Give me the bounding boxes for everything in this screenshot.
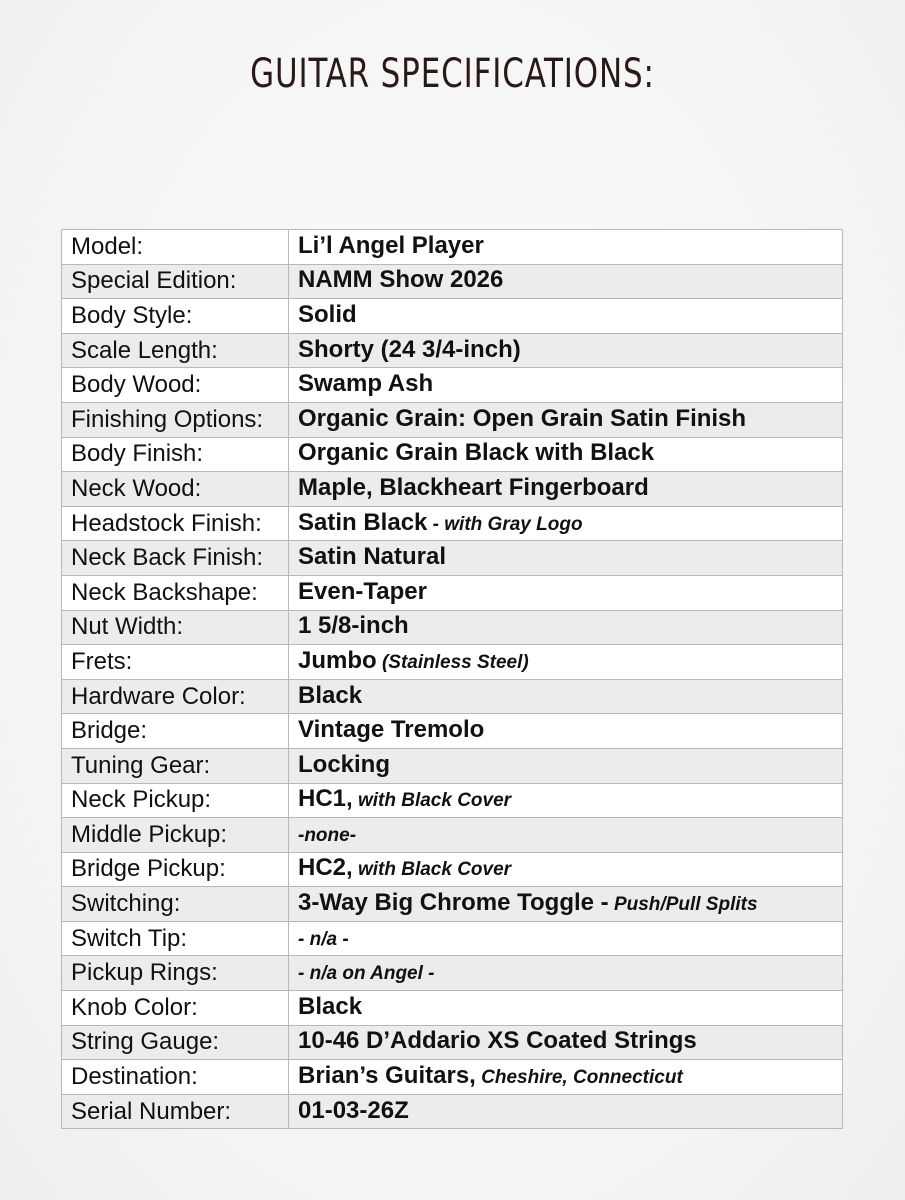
spec-label: Bridge: [62, 714, 289, 749]
spec-value-cell [289, 921, 843, 956]
spec-value: NAMM Show 2026 [298, 266, 504, 294]
spec-value-cell [289, 437, 843, 472]
spec-note: Cheshire, Connecticut [475, 1067, 683, 1089]
spec-label: Hardware Color: [62, 679, 289, 714]
spec-label: Neck Back Finish: [62, 541, 289, 576]
spec-row [62, 506, 843, 541]
spec-value: Even-Taper [298, 577, 427, 605]
spec-value-cell [289, 1094, 843, 1129]
spec-value-cell [289, 472, 843, 507]
spec-value: Organic Grain: Open Grain Satin Finish [298, 404, 747, 432]
spec-value-cell [289, 610, 843, 645]
spec-row [62, 1025, 843, 1060]
spec-value-cell [289, 368, 843, 403]
spec-value: Black [298, 992, 363, 1020]
spec-row [62, 437, 843, 472]
spec-value-cell [289, 1025, 843, 1060]
spec-note: - n/a - [298, 928, 349, 950]
spec-row [62, 887, 843, 922]
spec-value-cell [289, 1060, 843, 1095]
spec-value-cell [289, 645, 843, 680]
spec-row [62, 333, 843, 368]
spec-label: Nut Width: [62, 610, 289, 645]
spec-note: Push/Pull Splits [608, 894, 758, 916]
spec-row [62, 956, 843, 991]
spec-value-cell [289, 506, 843, 541]
spec-label: Neck Wood: [62, 472, 289, 507]
spec-value: 1 5/8-inch [298, 612, 409, 640]
spec-value-cell [289, 956, 843, 991]
spec-value: 01-03-26Z [298, 1096, 409, 1124]
spec-note: with Black Cover [352, 859, 512, 881]
spec-label: Switch Tip: [62, 921, 289, 956]
spec-label: Finishing Options: [62, 402, 289, 437]
spec-label: Model: [62, 230, 289, 265]
spec-value: Swamp Ash [298, 370, 434, 398]
spec-row [62, 299, 843, 334]
spec-label: Pickup Rings: [62, 956, 289, 991]
spec-value-cell [289, 299, 843, 334]
spec-note: -none- [298, 824, 357, 846]
spec-row [62, 679, 843, 714]
spec-value: HC2, [298, 854, 353, 882]
spec-table-body [62, 230, 843, 1129]
spec-row [62, 610, 843, 645]
spec-row [62, 645, 843, 680]
spec-value-cell [289, 818, 843, 853]
spec-value: Shorty (24 3/4-inch) [298, 335, 521, 363]
spec-label: Special Edition: [62, 264, 289, 299]
spec-value: 10-46 D’Addario XS Coated Strings [298, 1027, 697, 1055]
spec-note: (Stainless Steel) [376, 651, 529, 673]
spec-row [62, 991, 843, 1026]
spec-row [62, 541, 843, 576]
spec-value-cell [289, 714, 843, 749]
spec-row [62, 1094, 843, 1129]
spec-row [62, 921, 843, 956]
spec-label: Neck Backshape: [62, 575, 289, 610]
spec-value-cell [289, 264, 843, 299]
spec-label: Bridge Pickup: [62, 852, 289, 887]
spec-value: 3-Way Big Chrome Toggle - [298, 889, 609, 917]
spec-label: Scale Length: [62, 333, 289, 368]
spec-note: with Black Cover [352, 790, 512, 812]
spec-value-cell [289, 402, 843, 437]
spec-row [62, 852, 843, 887]
spec-label: Destination: [62, 1060, 289, 1095]
spec-value-cell [289, 991, 843, 1026]
spec-table [61, 229, 843, 1129]
spec-value: HC1, [298, 785, 353, 813]
spec-row [62, 368, 843, 403]
spec-label: Switching: [62, 887, 289, 922]
spec-row [62, 818, 843, 853]
spec-note: - n/a on Angel - [298, 963, 435, 985]
spec-label: Knob Color: [62, 991, 289, 1026]
spec-value: Brian’s Guitars, [298, 1062, 476, 1090]
spec-value-cell [289, 852, 843, 887]
spec-label: Body Style: [62, 299, 289, 334]
spec-label: Middle Pickup: [62, 818, 289, 853]
spec-value-cell [289, 541, 843, 576]
spec-row [62, 1060, 843, 1095]
spec-row [62, 714, 843, 749]
spec-label: Body Finish: [62, 437, 289, 472]
spec-value: Satin Natural [298, 543, 447, 571]
spec-label: Headstock Finish: [62, 506, 289, 541]
spec-label: Tuning Gear: [62, 748, 289, 783]
spec-value: Locking [298, 750, 391, 778]
spec-row [62, 264, 843, 299]
spec-row [62, 575, 843, 610]
spec-value: Vintage Tremolo [298, 716, 485, 744]
spec-label: Serial Number: [62, 1094, 289, 1129]
spec-value: Li’l Angel Player [298, 231, 484, 259]
spec-value: Black [298, 681, 363, 709]
spec-value-cell [289, 230, 843, 265]
spec-row [62, 230, 843, 265]
spec-value-cell [289, 333, 843, 368]
spec-value-cell [289, 748, 843, 783]
spec-row [62, 748, 843, 783]
spec-value: Solid [298, 300, 357, 328]
spec-label: Body Wood: [62, 368, 289, 403]
page-title: GUITAR SPECIFICATIONS: [250, 51, 655, 97]
spec-value: Satin Black [298, 508, 428, 536]
spec-label: String Gauge: [62, 1025, 289, 1060]
spec-value-cell [289, 679, 843, 714]
spec-value-cell [289, 575, 843, 610]
spec-row [62, 783, 843, 818]
spec-label: Frets: [62, 645, 289, 680]
spec-label: Neck Pickup: [62, 783, 289, 818]
spec-value: Jumbo [298, 646, 377, 674]
spec-value: Organic Grain Black with Black [298, 439, 655, 467]
spec-note: - with Gray Logo [427, 513, 583, 535]
spec-row [62, 402, 843, 437]
spec-value: Maple, Blackheart Fingerboard [298, 473, 649, 501]
spec-value-cell [289, 887, 843, 922]
spec-value-cell [289, 783, 843, 818]
spec-row [62, 472, 843, 507]
